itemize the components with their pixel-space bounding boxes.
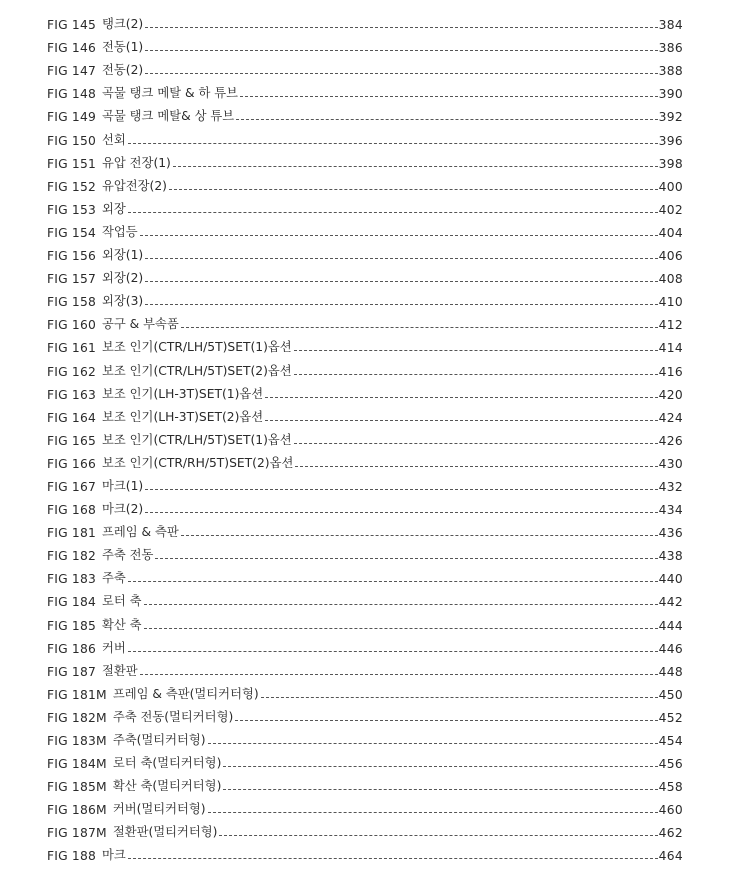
toc-entry [47,425,683,448]
toc-entry [47,9,683,32]
figure-code: FIG 186 [47,641,97,656]
page-number: 416 [658,364,683,379]
figure-title: 전동(2) [102,63,144,78]
figure-code: FIG 182 [47,549,97,564]
toc-entry [47,402,683,425]
figure-code: FIG 185 [47,618,97,633]
page-number: 408 [658,272,683,287]
figure-code: FIG 156 [47,249,97,264]
figure-code: FIG 183 [47,572,97,587]
page-number: 396 [658,133,683,148]
dot-leader [169,189,658,190]
figure-code: FIG 157 [47,272,97,287]
dot-leader [155,558,657,559]
figure-code: FIG 185M [47,780,107,795]
figure-code: FIG 188 [47,849,97,864]
figure-title: 커버(멀티커터형) [112,802,206,817]
dot-leader [181,535,658,536]
toc-entry [47,656,683,679]
page-number: 400 [658,179,683,194]
page-number: 390 [658,87,683,102]
dot-leader [140,674,658,675]
figure-code: FIG 181 [47,526,97,541]
toc-entry [47,448,683,471]
figure-title: 확산 축(멀티커터형) [112,779,222,794]
toc-entry [47,679,683,702]
page-number: 398 [658,156,683,171]
figure-title: 커버 [102,640,126,655]
figure-title: 로터 축(멀티커터형) [112,756,222,771]
figure-code: FIG 187 [47,664,97,679]
dot-leader [145,73,657,74]
toc-entry [47,494,683,517]
page-number: 434 [658,503,683,518]
toc-entry [47,840,683,863]
figure-title: 작업등 [102,224,138,239]
toc-entry [47,171,683,194]
figure-code: FIG 163 [47,387,97,402]
figure-code: FIG 187M [47,826,107,841]
figure-title: 전동(1) [102,40,144,55]
toc-entry [47,586,683,609]
figure-title: 주축 [102,571,126,586]
figure-title: 절환판 [102,663,138,678]
dot-leader [208,743,658,744]
figure-code: FIG 158 [47,295,97,310]
toc-entry [47,771,683,794]
dot-leader [294,443,658,444]
dot-leader [295,466,657,467]
toc-entry [47,379,683,402]
figure-code: FIG 152 [47,179,97,194]
figure-title: 선회 [102,132,126,147]
dot-leader [181,327,658,328]
dot-leader [145,304,657,305]
page-number: 462 [658,826,683,841]
figure-title: 곡물 탱크 메탈& 상 튜브 [102,109,235,124]
figure-code: FIG 164 [47,410,97,425]
page-number: 442 [658,595,683,610]
dot-leader [144,604,658,605]
figure-title: 외장(2) [102,271,144,286]
figure-code: FIG 186M [47,803,107,818]
page-number: 402 [658,202,683,217]
figure-title: 주축 전동 [102,548,154,563]
toc-entry [47,748,683,771]
toc-entry [47,263,683,286]
toc-entry [47,817,683,840]
page-number: 392 [658,110,683,125]
figure-title: 유압전장(2) [102,178,167,193]
toc-list [47,9,683,863]
figure-code: FIG 160 [47,318,97,333]
figure-code: FIG 168 [47,503,97,518]
dot-leader [173,166,658,167]
figure-code: FIG 148 [47,87,97,102]
figure-title: 프레임 & 측판 [102,525,179,540]
figure-code: FIG 150 [47,133,97,148]
dot-leader [219,835,657,836]
toc-entry [47,240,683,263]
figure-title: 외장(3) [102,294,144,309]
figure-code: FIG 182M [47,710,107,725]
page-number: 452 [658,710,683,725]
dot-leader [145,512,657,513]
page-number: 424 [658,410,683,425]
figure-code: FIG 165 [47,433,97,448]
figure-code: FIG 167 [47,479,97,494]
toc-entry [47,633,683,656]
page-number: 436 [658,526,683,541]
dot-leader [144,628,658,629]
toc-entry [47,309,683,332]
page-number: 458 [658,780,683,795]
dot-leader [140,235,658,236]
dot-leader [240,96,658,97]
toc-entry [47,32,683,55]
page-number: 386 [658,41,683,56]
toc-entry [47,563,683,586]
figure-code: FIG 149 [47,110,97,125]
toc-entry [47,55,683,78]
toc-entry [47,124,683,147]
dot-leader [145,50,657,51]
figure-title: 주축 전동(멀티커터형) [112,709,234,724]
page-number: 460 [658,803,683,818]
dot-leader [223,766,657,767]
toc-entry [47,148,683,171]
figure-code: FIG 147 [47,64,97,79]
page-number: 448 [658,664,683,679]
figure-title: 탱크(2) [102,17,144,32]
figure-code: FIG 153 [47,202,97,217]
dot-leader [128,651,658,652]
figure-code: FIG 146 [47,41,97,56]
figure-title: 보조 인기(LH-3T)SET(2)옵션 [102,409,264,424]
toc-entry [47,78,683,101]
dot-leader [145,258,657,259]
figure-code: FIG 162 [47,364,97,379]
toc-entry [47,540,683,563]
toc-entry [47,725,683,748]
figure-code: FIG 166 [47,456,97,471]
page-number: 430 [658,456,683,471]
dot-leader [236,119,657,120]
figure-title: 외장 [102,201,126,216]
figure-title: 보조 인기(CTR/LH/5T)SET(2)옵션 [102,363,292,378]
toc-entry [47,332,683,355]
dot-leader [145,27,657,28]
figure-title: 확산 축 [102,617,142,632]
toc-entry [47,355,683,378]
figure-title: 곡물 탱크 메탈 & 하 튜브 [102,86,239,101]
dot-leader [235,720,657,721]
dot-leader [294,374,658,375]
figure-title: 마크(1) [102,478,144,493]
dot-leader [145,489,657,490]
figure-code: FIG 184M [47,757,107,772]
toc-entry [47,794,683,817]
toc-entry [47,194,683,217]
figure-title: 절환판(멀티커터형) [112,825,218,840]
figure-code: FIG 161 [47,341,97,356]
page-number: 412 [658,318,683,333]
page-number: 410 [658,295,683,310]
figure-code: FIG 151 [47,156,97,171]
page-number: 464 [658,849,683,864]
page-number: 384 [658,18,683,33]
figure-code: FIG 183M [47,734,107,748]
page-number: 440 [658,572,683,587]
figure-title: 보조 인기(CTR/LH/5T)SET(1)옵션 [102,340,292,355]
figure-code: FIG 145 [47,18,97,33]
figure-title: 마크 [102,848,126,863]
page-number: 438 [658,549,683,564]
page-number: 450 [658,687,683,702]
toc-entry [47,609,683,632]
figure-title: 마크(2) [102,502,144,517]
page-number: 404 [658,225,683,240]
figure-title: 프레임 & 측판(멀티커터형) [112,686,259,701]
figure-code: FIG 181M [47,687,107,702]
figure-title: 로터 축 [102,594,142,609]
page-number: 414 [658,341,683,356]
figure-title: 외장(1) [102,248,144,263]
toc-entry [47,217,683,240]
figure-code: FIG 184 [47,595,97,610]
dot-leader [128,581,658,582]
dot-leader [265,420,657,421]
figure-title: 유압 전장(1) [102,155,171,170]
dot-leader [223,789,657,790]
dot-leader [208,812,658,813]
page-number: 406 [658,249,683,264]
dot-leader [261,697,658,698]
page-number: 444 [658,618,683,633]
figure-title: 보조 인기(CTR/LH/5T)SET(1)옵션 [102,432,292,447]
figure-title: 보조 인기(CTR/RH/5T)SET(2)옵션 [102,455,294,470]
dot-leader [128,143,658,144]
dot-leader [145,281,657,282]
toc-entry [47,517,683,540]
toc-entry [47,286,683,309]
page-number: 432 [658,479,683,494]
page-number: 446 [658,641,683,656]
toc-entry [47,702,683,725]
page-number: 454 [658,734,683,748]
page-number: 420 [658,387,683,402]
page-number: 456 [658,757,683,772]
dot-leader [265,397,657,398]
figure-title: 주축(멀티커터형) [112,733,206,747]
dot-leader [128,212,658,213]
figure-title: 공구 & 부속품 [102,317,179,332]
toc-entry [47,101,683,124]
dot-leader [128,858,658,859]
figure-title: 보조 인기(LH-3T)SET(1)옵션 [102,386,264,401]
page-number: 426 [658,433,683,448]
toc-entry [47,471,683,494]
page-number: 388 [658,64,683,79]
dot-leader [294,350,658,351]
figure-code: FIG 154 [47,225,97,240]
